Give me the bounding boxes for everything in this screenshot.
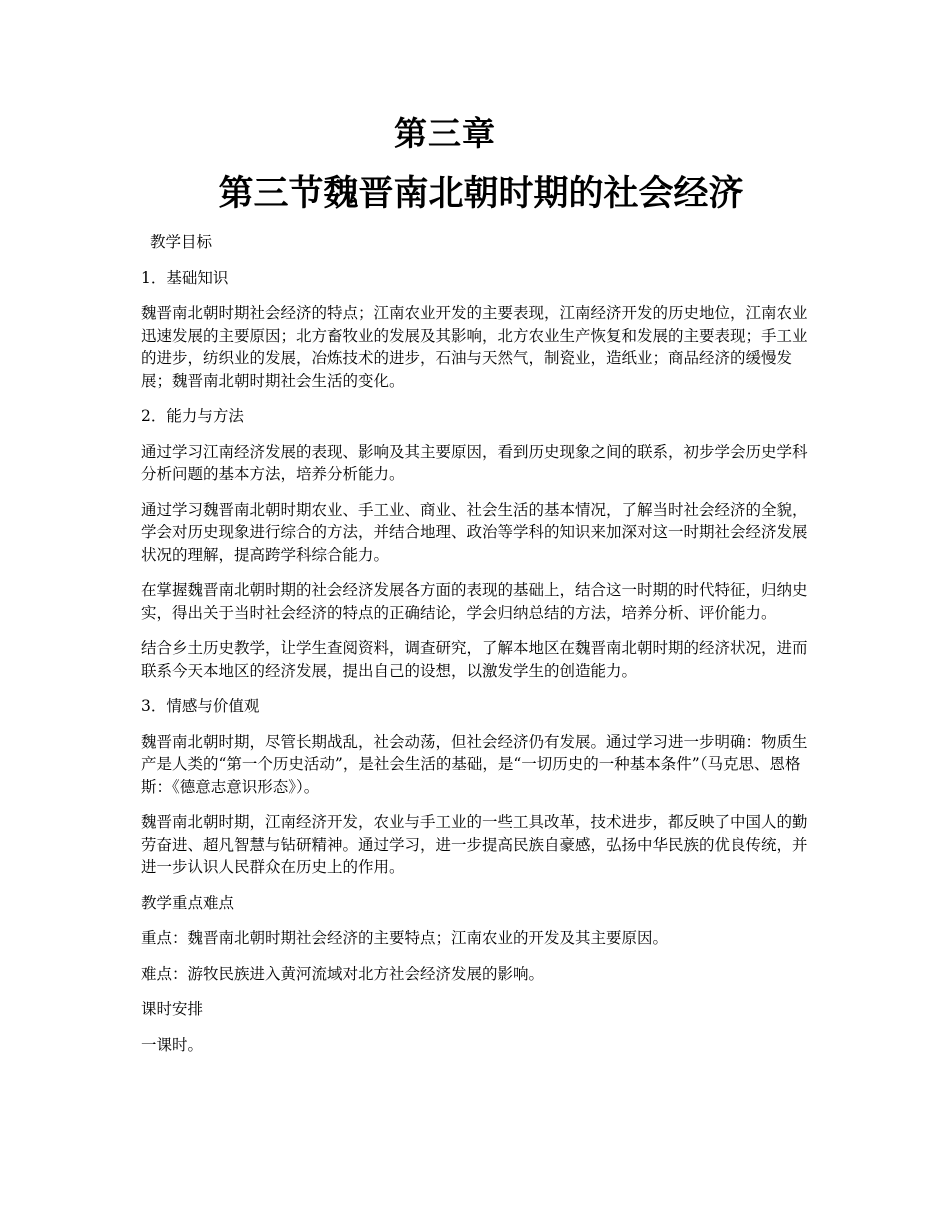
chapter-title: 第三章 <box>394 114 496 153</box>
section-title: 第三节魏晋南北朝时期的社会经济 <box>218 174 744 214</box>
paragraph-ability-4: 结合乡土历史教学，让学生查阅资料，调查研究，了解本地区在魏晋南北朝时期的经济状况，进而联系今天本地区的经济发展，提出自己的设想，以激发学生的创造能力。 <box>141 639 808 680</box>
paragraph-emotion-2: 魏晋南北朝时期，江南经济开发，农业与手工业的一些工具改革，技术进步，都反映了中国人的勤劳奋进、超凡智慧与钻研精神。通过学习，进一步提高民族自豪感，弘扬中华民族的优良传统，并进一步认识人民群众在历史上的作用。 <box>141 813 808 876</box>
heading-teaching-goals: 教学目标 <box>150 233 213 251</box>
heading-emotion-values: 3．情感与价值观 <box>141 697 260 715</box>
document-body <box>141 231 813 1069</box>
paragraph-ability-1: 通过学习江南经济发展的表现、影响及其主要原因，看到历史现象之间的联系，初步学会历史学科分析问题的基本方法，培养分析能力。 <box>141 442 808 483</box>
paragraph-ability-3: 在掌握魏晋南北朝时期的社会经济发展各方面的表现的基础上，结合这一时期的时代特征，归纳史实，得出关于当时社会经济的特点的正确结论，学会归纳总结的方法，培养分析、评价能力。 <box>141 581 808 622</box>
heading-ability-method: 2．能力与方法 <box>141 407 244 425</box>
heading-basic-knowledge: 1．基础知识 <box>141 268 229 287</box>
heading-key-difficult-points: 教学重点难点 <box>141 893 235 912</box>
paragraph-emotion-1: 魏晋南北朝时期，尽管长期战乱，社会动荡，但社会经济仍有发展。通过学习进一步明确：物质生产是人类的“第一个历史活动”，是社会生活的基础，是“一切历史的一种基本条件”（马克思、恩格斯：《德意志意识形态》）。 <box>141 732 808 796</box>
paragraph-difficult-point: 难点：游牧民族进入黄河流域对北方社会经济发展的影响。 <box>141 964 545 983</box>
paragraph-basic-knowledge: 魏晋南北朝时期社会经济的特点；江南农业开发的主要表现，江南经济开发的历史地位，江南农业迅速发展的主要原因；北方畜牧业的发展及其影响，北方农业生产恢复和发展的主要表现；手工业的进步，纺织业的发展，冶炼技术的进步，石油与天然气，制瓷业，造纸业；商品经济的缓慢发展；魏晋南北朝时期社会生活的变化。 <box>141 304 808 390</box>
paragraph-key-point: 重点：魏晋南北朝时期社会经济的主要特点；江南农业的开发及其主要原因。 <box>141 929 669 947</box>
paragraph-schedule: 一课时。 <box>141 1035 204 1054</box>
paragraph-ability-2: 通过学习魏晋南北朝时期农业、手工业、商业、社会生活的基本情况，了解当时社会经济的全貌，学会对历史现象进行综合的方法，并结合地理、政治等学科的知识来加深对这一时期社会经济发展状况的理解，提高跨学科综合能力。 <box>141 500 808 564</box>
heading-schedule: 课时安排 <box>141 1000 204 1018</box>
